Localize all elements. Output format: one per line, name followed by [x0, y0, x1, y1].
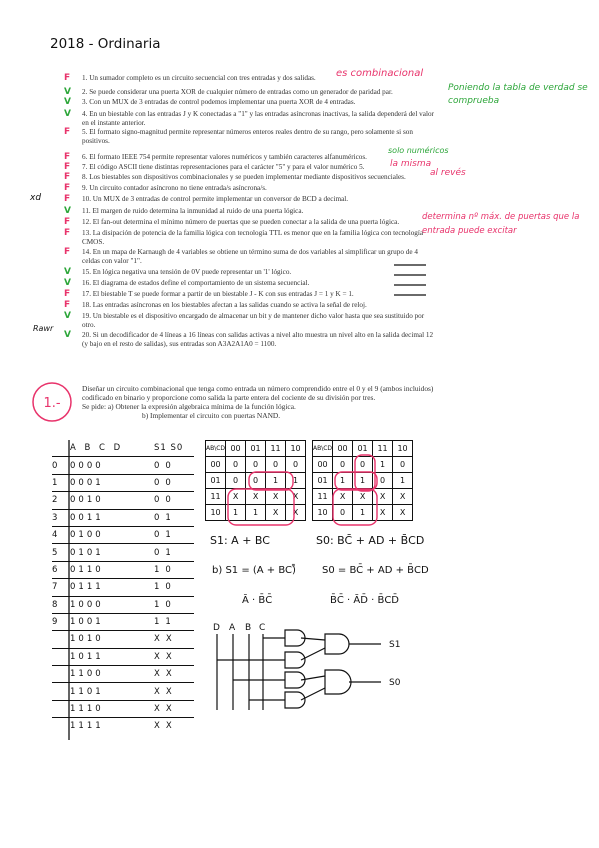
kmap-col-header: 10 — [286, 441, 306, 457]
in-c: C — [259, 623, 266, 633]
kmap-col-header: 10 — [393, 441, 413, 457]
question-number: 8. — [82, 173, 88, 181]
tt-outputs: XX — [154, 704, 178, 715]
kmap-cell: 0 — [353, 457, 373, 473]
question-number: 14. — [82, 248, 91, 256]
table-row — [52, 682, 194, 699]
tt-inputs: 0101 — [70, 547, 104, 558]
question-text: El código ASCII tiene distintas representaciones para el carácter "5" y para el valor numérico 5. — [89, 163, 365, 171]
tt-header-inputs: A B C D — [70, 443, 124, 454]
badge-text: 1.- — [43, 396, 61, 411]
tt-index: 0 — [52, 460, 58, 471]
kmap-cell: 0 — [226, 457, 246, 473]
kmap-col-header: 01 — [246, 441, 266, 457]
in-a: A — [229, 623, 236, 633]
kmap-cell: 1 — [393, 473, 413, 489]
tt-index: 4 — [52, 530, 58, 541]
table-row — [52, 578, 194, 595]
tt-inputs: 1000 — [70, 599, 104, 610]
tt-outputs: XX — [154, 669, 178, 680]
tt-inputs: 0000 — [70, 460, 104, 471]
question-text: El biestable T se puede formar a partir de un biestable J - K con sus entradas J = 1 y K = 1. — [92, 290, 354, 298]
question-text: Un circuito contador asíncrono no tiene entrada/s asíncrona/s. — [89, 184, 267, 192]
question-item — [82, 184, 434, 193]
tt-index: 5 — [52, 547, 58, 558]
in-d: D — [213, 623, 220, 633]
answer-mark: F — [64, 183, 71, 193]
kmap-row-header: 00 — [313, 457, 333, 473]
table-row — [52, 491, 194, 508]
tt-divider — [66, 440, 72, 740]
expr-s0-nand: B̄C̄ · ĀD̄ · B̄CD̄ — [330, 595, 399, 606]
kmap-cell: 1 — [226, 505, 246, 521]
tt-outputs: 00 — [154, 477, 177, 488]
question-item — [82, 301, 434, 310]
question-item — [82, 110, 434, 128]
question-number: 20. — [82, 331, 91, 339]
tt-index: 9 — [52, 617, 58, 628]
expr-b: b) S1 = (A + BC)̄̄ — [212, 565, 296, 576]
question-text: Se puede considerar una puerta XOR de cualquier número de entradas como un generador de paridad par. — [89, 88, 393, 96]
kmap-cell: X — [246, 489, 266, 505]
question-text: El margen de ruido determina la inmunidad al ruido de una puerta lógica. — [92, 207, 304, 215]
tt-outputs: 00 — [154, 460, 177, 471]
question-text: En lógica negativa una tensión de 0V puede representar un '1' lógico. — [92, 268, 292, 276]
question-number: 2. — [82, 88, 88, 96]
problem-statement — [82, 384, 462, 420]
question-text: Un biestable es el dispositivo encargado de almacenar un bit y de mantener dicho valor hasta que sea sustituido por otro. — [82, 312, 425, 330]
kmap-cell: 0 — [266, 457, 286, 473]
answer-mark: V — [64, 311, 71, 321]
table-row — [52, 700, 194, 717]
tt-outputs: XX — [154, 651, 178, 662]
tt-outputs: 10 — [154, 582, 177, 593]
question-item — [82, 153, 434, 162]
answer-mark: F — [64, 247, 71, 257]
page-title: 2018 - Ordinaria — [50, 36, 161, 52]
question-text: El formato signo-magnitud permite representar números enteros reales dentro de su rango, pero solamente si son positivos. — [82, 128, 413, 146]
kmap-cell: X — [353, 489, 373, 505]
question-item — [82, 268, 434, 277]
table-row — [52, 630, 194, 647]
question-item — [82, 128, 434, 146]
question-item — [82, 279, 434, 288]
problem-ask-b: b) Implementar el circuito con puertas NAND. — [142, 411, 281, 420]
answer-mark: V — [64, 109, 71, 119]
kmap-cell: X — [266, 505, 286, 521]
kmap-cell: X — [393, 489, 413, 505]
tt-inputs: 1101 — [70, 686, 104, 697]
note-2: Poniendo la tabla de verdad se comprueba — [448, 83, 588, 106]
expr-s1-nand: Ā · B̄C̄ — [242, 595, 273, 606]
truth-table-header — [52, 440, 194, 456]
answer-mark: V — [64, 97, 71, 107]
kmap-cell: 0 — [393, 457, 413, 473]
answer-mark: F — [64, 289, 71, 299]
question-text: En un mapa de Karnaugh de 4 variables se obtiene un término suma de dos variables al simplificar un grupo de 4 celdas con valor "1". — [82, 248, 418, 266]
kmap-cell: 0 — [286, 457, 306, 473]
note-1: es combinacional — [336, 68, 424, 79]
tt-outputs: 01 — [154, 512, 177, 523]
answer-mark: F — [64, 194, 71, 204]
answer-mark: F — [64, 217, 71, 227]
truth-table — [52, 440, 194, 735]
out-s0: S0 — [389, 678, 401, 688]
tt-index: 1 — [52, 477, 58, 488]
question-number: 16. — [82, 279, 91, 287]
kmap-cell: 1 — [353, 505, 373, 521]
kmap-row-header: 10 — [313, 505, 333, 521]
kmap-row-header: 01 — [313, 473, 333, 489]
table-row — [52, 456, 194, 473]
out-s1: S1 — [389, 640, 401, 650]
answer-mark: F — [64, 73, 71, 83]
answer-mark: V — [64, 206, 71, 216]
question-number: 19. — [82, 312, 91, 320]
question-text: Un MUX de 3 entradas de control permite implementar un conversor de BCD a decimal. — [92, 195, 349, 203]
answer-mark: V — [64, 330, 71, 340]
tt-inputs: 1110 — [70, 704, 104, 715]
question-number: 1. — [82, 74, 88, 82]
question-number: 15. — [82, 268, 91, 276]
kmap-col-header: 00 — [226, 441, 246, 457]
problem-badge — [30, 380, 76, 426]
kmap-row-header: 01 — [206, 473, 226, 489]
question-text: Con un MUX de 3 entradas de control podemos implementar una puerta XOR de 4 entradas. — [89, 98, 356, 106]
question-item — [82, 173, 434, 182]
tt-inputs: 0001 — [70, 477, 104, 488]
question-item — [82, 218, 434, 227]
question-item — [82, 229, 434, 247]
question-item — [82, 331, 434, 349]
kmap-groupings — [205, 440, 405, 530]
note-7: la misma — [390, 159, 432, 169]
kmap-cell: 0 — [226, 473, 246, 489]
kmap-cell: 1 — [333, 473, 353, 489]
tt-header-outputs: S1 S0 — [154, 443, 184, 454]
table-row — [52, 474, 194, 491]
tt-outputs: XX — [154, 634, 178, 645]
answer-mark: F — [64, 162, 71, 172]
question-number: 7. — [82, 163, 88, 171]
question-number: 12. — [82, 218, 91, 226]
tt-inputs: 1111 — [70, 721, 104, 732]
table-row — [52, 561, 194, 578]
question-text: En un biestable con las entradas J y K conectadas a "1" y las entradas asíncronas inactivas, la salida dependerá del valor en el instante anterior. — [82, 110, 434, 128]
question-number: 18. — [82, 301, 91, 309]
problem-text: Diseñar un circuito combinacional que tenga como entrada un número comprendido entre el 0 y el 9 (ambos incluidos) codificado en binario y proporcione como salida la parte entera del cociente de su división por tres. — [82, 384, 434, 402]
answer-mark: F — [64, 127, 71, 137]
kmap-cell: 0 — [333, 505, 353, 521]
tt-inputs: 0100 — [70, 530, 104, 541]
kmap-cell: 1 — [373, 457, 393, 473]
tt-inputs: 0011 — [70, 512, 104, 523]
kmap-cell: X — [286, 505, 306, 521]
kmap-cell: 1 — [353, 473, 373, 489]
nand-circuit — [205, 620, 405, 720]
question-number: 4. — [82, 110, 88, 118]
note-10: xd — [30, 193, 42, 203]
table-row — [52, 543, 194, 560]
question-item — [82, 88, 434, 97]
question-number: 6. — [82, 153, 88, 161]
table-row — [52, 596, 194, 613]
question-text: Las entradas asíncronas en los biestables afectan a las salidas cuando se activa la señal de reloj. — [92, 301, 367, 309]
kmap-cell: 0 — [246, 473, 266, 489]
kmap-col-header: 00 — [333, 441, 353, 457]
question-text: El formato IEEE 754 permite representar valores numéricos y también caracteres alfanuméricos. — [89, 153, 367, 161]
tt-index: 2 — [52, 495, 58, 506]
tt-inputs: 1011 — [70, 651, 104, 662]
tt-inputs: 0010 — [70, 495, 104, 506]
kmap-cell: X — [333, 489, 353, 505]
kmap-cell: X — [286, 489, 306, 505]
kmap-cell: 0 — [246, 457, 266, 473]
question-number: 10. — [82, 195, 91, 203]
table-row — [52, 526, 194, 543]
question-item — [82, 290, 434, 299]
tt-inputs: 0110 — [70, 564, 104, 575]
kmap-cell: X — [393, 505, 413, 521]
question-text: La disipación de potencia de la familia lógica con tecnología TTL es menor que en la familia lógica con tecnología CMOS. — [82, 229, 424, 247]
kmap-cell: X — [373, 505, 393, 521]
question-item — [82, 312, 434, 330]
tt-outputs: 01 — [154, 547, 177, 558]
tt-outputs: 00 — [154, 495, 177, 506]
question-text: El diagrama de estados define el comportamiento de un sistema secuencial. — [92, 279, 310, 287]
question-text: Los biestables son dispositivos combinacionales y se pueden implementar mediante dispositivos secuenciales. — [89, 173, 406, 181]
tt-outputs: 11 — [154, 617, 177, 628]
kmap-cell: 1 — [286, 473, 306, 489]
tt-inputs: 1010 — [70, 634, 104, 645]
expr-s0-sum: S0 = BC̄ + AD + B̄CD — [322, 565, 429, 576]
expr-s1: S1: A + BC — [210, 534, 270, 547]
note-20: Rawr — [33, 324, 54, 333]
question-number: 13. — [82, 229, 91, 237]
tt-index: 7 — [52, 582, 58, 593]
table-row — [52, 665, 194, 682]
answer-mark: V — [64, 267, 71, 277]
answer-mark: F — [64, 300, 71, 310]
table-row — [52, 613, 194, 630]
question-text: El fan-out determina el mínimo número de puertas que se pueden conectar a la salida de una puerta lógica. — [92, 218, 400, 226]
note-8: al revés — [430, 168, 466, 178]
answer-mark: F — [64, 228, 71, 238]
tt-inputs: 1100 — [70, 669, 104, 680]
kmap-cell: 1 — [246, 505, 266, 521]
kmap-cell: X — [266, 489, 286, 505]
kmap-cell: 0 — [373, 473, 393, 489]
kmap-cell: X — [226, 489, 246, 505]
question-number: 9. — [82, 184, 88, 192]
tt-outputs: 10 — [154, 599, 177, 610]
question-text: Un sumador completo es un circuito secuencial con tres entradas y dos salidas. — [89, 74, 316, 82]
kmap-row-header: 11 — [206, 489, 226, 505]
question-item — [82, 248, 434, 266]
question-item — [82, 98, 434, 107]
question-text: Si un decodificador de 4 líneas a 16 líneas con salidas activas a nivel alto muestra un nivel alto en la salida decimal 12 (y bajo en el resto de salidas), sus entradas son A3A2A1A0 = 1100. — [82, 331, 434, 349]
expr-s0: S0: BC̄ + AD + B̄CD — [316, 534, 425, 547]
tt-index: 3 — [52, 512, 58, 523]
question-item — [82, 207, 434, 216]
in-b: B — [245, 623, 252, 633]
note-12: determina nº máx. de puertas que la entrada puede excitar — [422, 212, 580, 236]
problem-ask-a: Se pide: a) Obtener la expresión algebraica mínima de la función lógica. — [82, 402, 296, 411]
kmap-cell: 1 — [266, 473, 286, 489]
tt-inputs: 0111 — [70, 582, 104, 593]
question-number: 5. — [82, 128, 88, 136]
kmap-col-header: 01 — [353, 441, 373, 457]
question-number: 11. — [82, 207, 91, 215]
tt-outputs: XX — [154, 721, 178, 732]
kmap-col-header: 11 — [373, 441, 393, 457]
tt-outputs: 10 — [154, 564, 177, 575]
table-row — [52, 717, 194, 734]
tt-outputs: 01 — [154, 530, 177, 541]
table-row — [52, 648, 194, 665]
question-item — [82, 163, 434, 172]
question-item — [82, 195, 434, 204]
kmap-row-header: 10 — [206, 505, 226, 521]
answer-mark: F — [64, 152, 71, 162]
tt-outputs: XX — [154, 686, 178, 697]
tt-inputs: 1001 — [70, 617, 104, 628]
question-number: 17. — [82, 290, 91, 298]
kmap-cell: X — [373, 489, 393, 505]
kmap-cell: 0 — [333, 457, 353, 473]
question-number: 3. — [82, 98, 88, 106]
answer-mark: F — [64, 172, 71, 182]
kmap-corner: AB\CD — [313, 441, 333, 457]
note-6: solo numéricos — [388, 146, 449, 155]
kmap-row-header: 11 — [313, 489, 333, 505]
answer-mark: V — [64, 87, 71, 97]
tt-index: 8 — [52, 599, 58, 610]
kmap-row-header: 00 — [206, 457, 226, 473]
kmap-col-header: 11 — [266, 441, 286, 457]
check-lines — [392, 262, 428, 298]
table-row — [52, 509, 194, 526]
tt-index: 6 — [52, 564, 58, 575]
kmap-corner: AB\CD — [206, 441, 226, 457]
answer-mark: V — [64, 278, 71, 288]
